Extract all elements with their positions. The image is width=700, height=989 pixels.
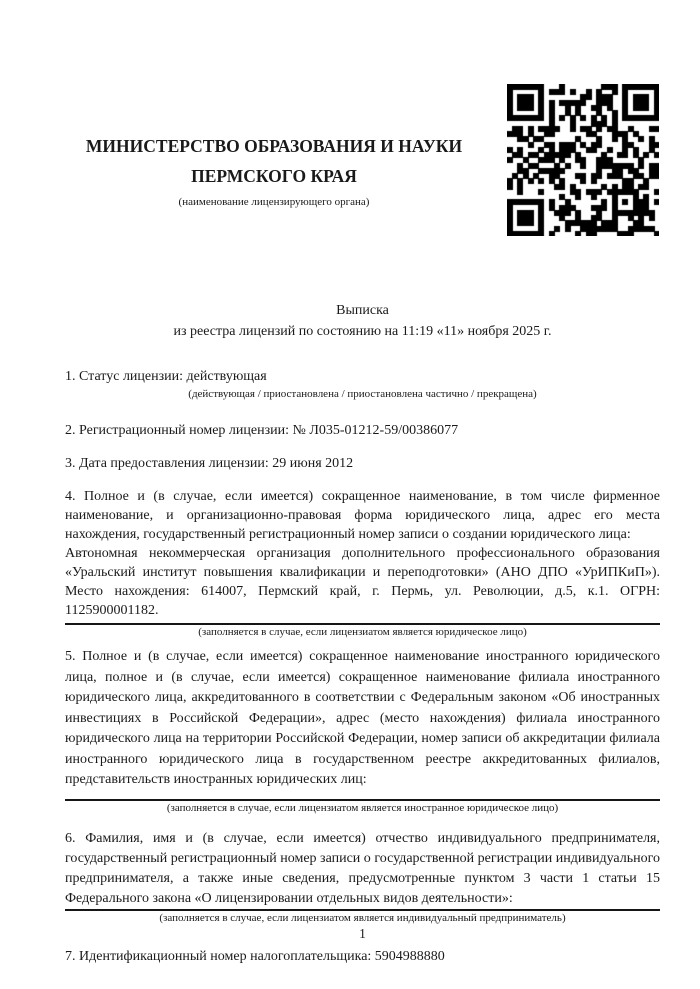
- item6-prompt: 6. Фамилия, имя и (в случае, если имеется) отчество индивидуального предпринимателя, государственный регистрационный номер записи о государственной регистрации индивидуального предпринимателя, а также иные сведения, предусмотренные пунктом 3 части 1 статьи 15 Федерального закона «О лицензировании отдельных видов деятельности»:: [65, 830, 660, 906]
- item5-foreign-entity-section: [65, 647, 660, 815]
- item4-prompt: 4. Полное и (в случае, если имеется) сокращенное наименование, в том числе фирменное наименование, и организационно-правовая форма юридического лица, адрес его места нахождения, государственный регистрационный номер записи о создании юридического лица:: [65, 489, 660, 542]
- item7-taxpayer-number: 7. Идентификационный номер налогоплательщика: 5904988880: [65, 948, 445, 964]
- item4-legal-entity-section: [65, 487, 660, 639]
- item2-registration-number: 2. Регистрационный номер лицензии: № Л035-01212-59/00386077: [65, 423, 459, 438]
- item6-caption: (заполняется в случае, если лицензиатом является индивидуальный предприниматель): [159, 911, 566, 924]
- qr-code: [507, 84, 659, 236]
- spacer: [65, 474, 660, 487]
- document-title-line2: из реестра лицензий по состоянию на 11:19 «11» ноября 2025 г.: [173, 324, 552, 339]
- item4-value: Автономная некоммерческая организация дополнительного профессионального образования «Уральский институт повышения квалификации и переподготовки» (АНО ДПО «УрИПКиП»). Место нахождения: 614007, Пермский край, г. Пермь, ул. Революции, д.5, к.1. ОГРН: 1125900001182.: [65, 546, 660, 618]
- spacer: [65, 639, 660, 647]
- ministry-name-line2: ПЕРМСКОГО КРАЯ: [191, 166, 357, 186]
- page-number: 1: [359, 926, 366, 941]
- item4-fill-line: [65, 623, 660, 625]
- item5-prompt: 5. Полное и (в случае, если имеется) сокращенное наименование иностранного юридического лица, полное и (в случае, если имеется) сокращенное наименование филиала иностранного юридического лица, аккредитованного в соответствии с Федеральным законом «Об иностранных инвестициях в Российской Федерации», адрес (место нахождения) филиала иностранного юридического лица на территории Российской Федерации, номер записи об аккредитации филиала иностранного юридического лица в государственном реестре аккредитованных филиалов, представительств иностранных юридических лиц:: [65, 649, 660, 787]
- item3-license-date: 3. Дата предоставления лицензии: 29 июня 2012: [65, 456, 354, 471]
- spacer: [65, 401, 660, 421]
- item4-caption: (заполняется в случае, если лицензиатом является юридическое лицо): [198, 626, 527, 638]
- document-body: [65, 300, 660, 967]
- licensing-authority-header: [68, 131, 480, 209]
- item5-caption: (заполняется в случае, если лицензиатом является иностранное юридическое лицо): [166, 801, 559, 814]
- item1-license-status: 1. Статус лицензии: действующая: [65, 369, 267, 384]
- document-title-line1: Выписка: [336, 303, 389, 318]
- item6-entrepreneur-section: [65, 829, 660, 925]
- item6-fill-line: [65, 909, 660, 911]
- ministry-caption: (наименование лицензирующего органа): [178, 196, 370, 208]
- document-title: [65, 300, 660, 342]
- item1-status-options-caption: (действующая / приостановлена / приостановлена частично / прекращена): [188, 388, 537, 400]
- spacer: [65, 441, 660, 454]
- spacer: [65, 815, 660, 829]
- ministry-name-line1: МИНИСТЕРСТВО ОБРАЗОВАНИЯ И НАУКИ: [85, 136, 463, 156]
- item5-fill-line: [65, 799, 660, 801]
